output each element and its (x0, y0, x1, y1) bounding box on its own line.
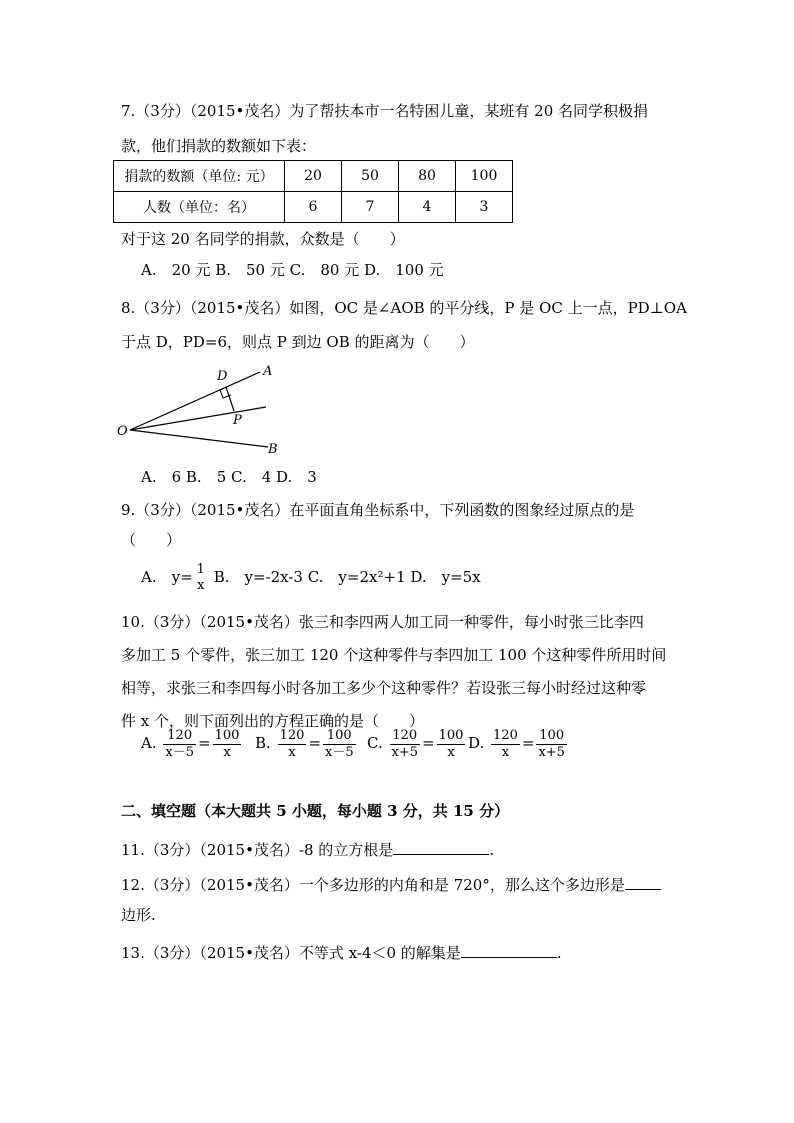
table-row (114, 161, 513, 192)
q10-stem-line4: 件 x 个，则下面列出的方程正确的是（ ） (121, 712, 424, 730)
q8-stem-line2: 于点 D，PD=6，则点 P 到边 OB 的距离为（ ） (121, 333, 475, 351)
option-letter: B. (255, 734, 271, 752)
label-b: B (268, 442, 278, 457)
fraction-denominator: x－5 (165, 744, 194, 760)
fraction-numerator: 100 (536, 728, 567, 745)
q7-stem-line1: 7.（3分）（2015•茂名）为了帮扶本市一名特困儿童，某班有 20 名同学积极捐 (121, 102, 649, 120)
q10-stem-line1: 10.（3分）（2015•茂名）张三和李四两人加工同一种零件，每小时张三比李四 (121, 613, 644, 631)
label-a: A (263, 364, 273, 379)
answer-blank (393, 840, 489, 855)
section-heading: 二、填空题（本大题共 5 小题，每小题 3 分，共 15 分） (121, 802, 510, 820)
fraction-numerator: 120 (390, 728, 421, 745)
fraction-denominator: x (501, 744, 510, 760)
q8-options: A. 6 B. 5 C. 4 D. 3 (141, 468, 317, 486)
q9-option-a-fraction (195, 562, 207, 594)
table-cell: 80 (399, 161, 456, 192)
angle-bisector-figure (110, 360, 300, 460)
fraction-right (536, 728, 567, 761)
fraction-numerator: 120 (279, 727, 305, 743)
q7-stem-line2: 款，他们捐款的数额如下表： (121, 137, 317, 155)
fraction-left (278, 728, 307, 761)
q11-text: 11.（3分）（2015•茂名）-8 的立方根是 (121, 841, 394, 859)
q10-stem-line2: 多加工 5 个零件，张三加工 120 个这种零件与李四加工 100 个这种零件所用时间 (121, 646, 667, 664)
q9-stem-line1: 9.（3分）（2015•茂名）在平面直角坐标系中，下列函数的图象经过原点的是 (121, 501, 635, 519)
fraction-denominator: x+5 (391, 744, 418, 760)
table-cell: 100 (456, 161, 513, 192)
table-cell: 人数（单位：名） (114, 192, 285, 223)
q12-line2: 边形. (121, 906, 156, 924)
q10-option-c (367, 724, 467, 762)
fraction-left (390, 728, 421, 761)
equals-sign: = (521, 734, 535, 752)
fraction-denominator: x－5 (324, 744, 354, 760)
q11-end: . (489, 841, 495, 859)
q9-options (141, 562, 481, 594)
option-letter: A. (141, 734, 157, 752)
fraction-numerator: 100 (214, 727, 240, 743)
answer-blank (461, 943, 557, 958)
table-cell: 20 (285, 161, 342, 192)
fraction-denominator: x (197, 578, 205, 593)
q13-line (121, 943, 562, 963)
fraction-left (491, 728, 520, 761)
label-o: O (117, 424, 128, 439)
q9-other-options: B. y=-2x-3 C. y=2x²+1 D. y=5x (208, 568, 481, 586)
fraction-denominator: x (447, 744, 455, 760)
equals-sign: = (198, 734, 211, 752)
fraction-numerator: 100 (438, 727, 464, 743)
q13-text: 13.（3分）（2015•茂名）不等式 x-4＜0 的解集是 (121, 944, 461, 962)
option-letter: C. (367, 734, 383, 752)
fraction-denominator: x (288, 744, 296, 760)
table-row (114, 192, 513, 223)
q10-stem-line3: 相等，求张三和李四每小时各加工多少个这种零件？若设张三每小时经过这种零 (121, 679, 647, 697)
q9-option-a-label: A. y= (141, 568, 193, 586)
equals-sign: = (308, 734, 321, 752)
fraction-numerator: 120 (493, 727, 518, 743)
q7-options: A. 20 元 B. 50 元 C. 80 元 D. 100 元 (141, 261, 444, 279)
q13-end: . (556, 944, 562, 962)
fraction-right (437, 728, 466, 761)
option-letter: D. (468, 734, 485, 752)
table-cell: 7 (342, 192, 399, 223)
fraction-numerator: 1 (196, 562, 205, 577)
q11-line (121, 840, 494, 860)
table-cell: 3 (456, 192, 513, 223)
label-d: D (217, 369, 228, 384)
table-cell: 4 (399, 192, 456, 223)
q9-stem-line2: （ ） (121, 531, 182, 549)
q10-option-b (255, 724, 358, 762)
q12-text: 12.（3分）（2015•茂名）一个多边形的内角和是 720°，那么这个多边形是 (121, 876, 625, 894)
table-cell: 6 (285, 192, 342, 223)
donation-table (113, 160, 513, 223)
q7-stem-line3: 对于这 20 名同学的捐款，众数是（ ） (121, 230, 405, 248)
fraction-numerator: 100 (323, 728, 356, 745)
q10-option-a (141, 724, 243, 762)
fraction-denominator: x (223, 744, 231, 760)
fraction-right (323, 728, 356, 761)
q8-stem-line1: 8.（3分）（2015•茂名）如图，OC 是∠AOB 的平分线，P 是 OC 上一点，PD⊥OA (121, 299, 687, 317)
q10-option-d (468, 724, 569, 762)
fraction-numerator: 120 (163, 728, 196, 745)
q12-line1 (121, 875, 661, 895)
label-p: P (233, 413, 242, 428)
equals-sign: = (422, 734, 435, 752)
fraction-right (213, 728, 242, 761)
answer-blank (625, 875, 661, 890)
fraction-left (163, 728, 196, 761)
fraction-denominator: x+5 (538, 744, 565, 760)
table-cell: 50 (342, 161, 399, 192)
table-cell: 捐款的数额（单位: 元） (114, 161, 285, 192)
